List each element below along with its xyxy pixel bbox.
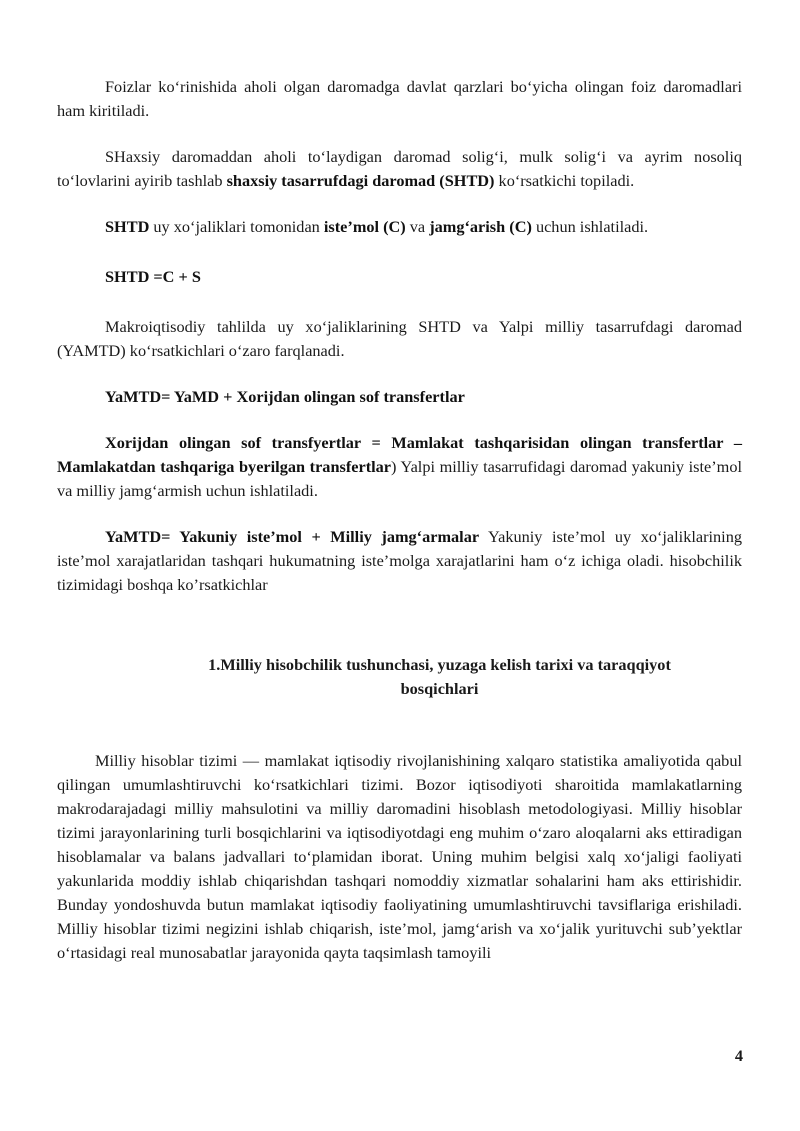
- paragraph-shtd-usage: [57, 215, 742, 239]
- paragraph-personal-disposable-income: [57, 145, 742, 193]
- paragraph-yamtd-final: [57, 525, 742, 597]
- text-run: uchun ishlatiladi.: [531, 217, 649, 236]
- page-number: 4: [734, 1046, 743, 1065]
- text-run: Yakuniy iste’mol uy xo‘jaliklarining iste’mol xarajatlaridan tashqari hukumatning iste’molga xarajatlarini ham o‘z ichiga oladi. hisobchilik tizimidagi boshqa ko’rsatkichlar: [57, 527, 742, 594]
- formula-shtd: [57, 265, 742, 289]
- formula-yamtd-final: YaMTD= Yakuniy iste’mol + Milliy jamg‘armalar: [105, 527, 480, 546]
- text-run: va: [405, 217, 430, 236]
- term-saving: jamg‘arish (C): [429, 217, 532, 236]
- formula-text: YaMTD= YaMD + Xorijdan olingan sof transfertlar: [105, 387, 465, 406]
- term-shtd-short: SHTD: [105, 217, 150, 236]
- paragraph-interest-income: Foizlar ko‘rinishida aholi olgan daromadga davlat qarzlari bo‘yicha olingan foiz daromadlari ham kiritiladi.: [57, 77, 742, 120]
- text-run: SHaxsiy daromaddan aholi to‘laydigan daromad solig‘i, mulk solig‘i va ayrim nosoliq to‘lovlarini ayirib tashlab: [57, 147, 742, 190]
- formula-text: SHTD =C + S: [105, 267, 201, 286]
- paragraph-macro-analysis: Makroiqtisodiy tahlilda uy xo‘jaliklarining SHTD va Yalpi milliy tasarrufdagi daromad (YAMTD) ko‘rsatkichlari o‘zaro farqlanadi.: [57, 317, 742, 360]
- paragraph-net-transfers: [57, 431, 742, 503]
- section-heading: 1.Milliy hisobchilik tushunchasi, yuzaga kelish tarixi va taraqqiyot bosqichlari: [208, 655, 671, 698]
- text-run: ) Yalpi milliy tasarrufidagi daromad yakuniy iste’mol va milliy jamg‘armish uchun ishlatiladi.: [57, 457, 742, 500]
- paragraph-national-accounts: Milliy hisoblar tizimi — mamlakat iqtisodiy rivojlanishining xalqaro statistika amaliyotida qabul qilingan umumlashtiruvchi ko‘rsatkichlari tizimi. Bozor iqtisodiyoti sharoitida mamlakatlarning makrodarajadagi milliy mahsulotini va milliy daromadini hisoblash metodologiyasi. Milliy hisoblar tizimi jarayonlarining turli bosqichlarini va iqtisodiyotdagi eng muhim o‘zaro aloqalarni aks ettiradigan hisoblamalar va balans jadvallari to‘plamidan iborat. Uning muhim belgisi xalq xo‘jaligi faoliyati yakunlarida moddiy ishlab chiqarishdan tashqari nomoddiy xizmatlar sohalarini ham aks ettirishidir. Bunday yondoshuvda butun mamlakat iqtisodiy faoliyatining umumlashtiruvchi tavsiflariga erishiladi. Milliy hisoblar tizimi negizini ishlab chiqarish, iste’mol, jamg‘arish va xo‘jalik yurituvchi sub’yektlar o‘rtasidagi real munosabatlar jarayonida qayta taqsimlash tamoyili: [57, 751, 742, 962]
- text-run: uy xo‘jaliklari tomonidan: [149, 217, 324, 236]
- formula-net-transfers: Xorijdan olingan sof transfyertlar = Mamlakat tashqarisidan olingan transfertlar – Mamlakatdan tashqariga byerilgan transfertlar: [57, 433, 742, 476]
- text-run: ko‘rsatkichi topiladi.: [494, 171, 635, 190]
- term-shtd: shaxsiy tasarrufdagi daromad (SHTD): [226, 171, 495, 190]
- term-consumption: iste’mol (C): [323, 217, 406, 236]
- formula-yamtd: [57, 385, 742, 409]
